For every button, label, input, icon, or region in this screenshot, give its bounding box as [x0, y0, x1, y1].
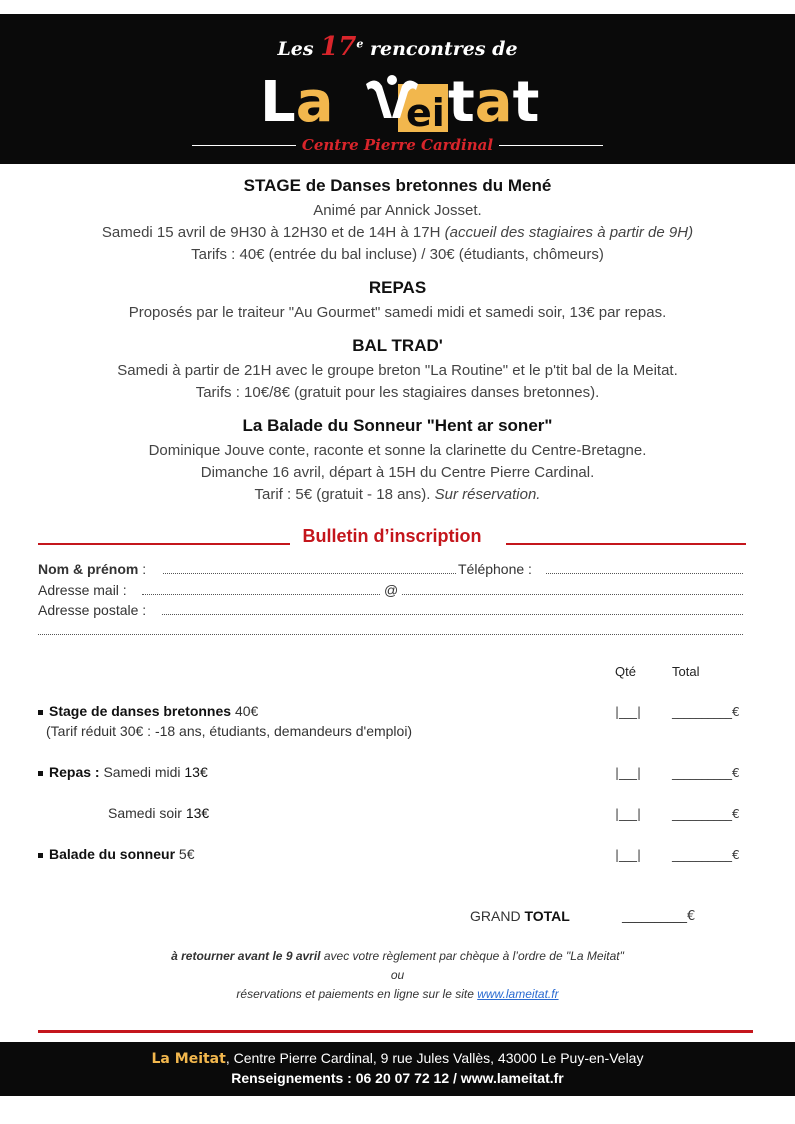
header-banner	[0, 14, 795, 164]
postal-field[interactable]	[162, 614, 743, 615]
item-balade: Balade du sonneur 5€	[38, 846, 195, 862]
divider	[38, 1030, 753, 1033]
name-label: Nom & prénom :	[38, 561, 147, 577]
bullet-icon	[38, 853, 43, 858]
repas-title: REPAS	[368, 278, 427, 297]
balade-line2: Dimanche 16 avril, départ à 15H du Centre Pierre Cardinal.	[200, 464, 595, 481]
col-header-total: Total	[672, 664, 700, 679]
header-subtitle: Centre Pierre Cardinal	[0, 136, 795, 154]
or-text: ou	[390, 968, 405, 982]
email-label: Adresse mail :	[38, 582, 127, 598]
return-note: à retourner avant le 9 avril avec votre règlement par chèque à l’ordre de "La Meitat"	[171, 949, 624, 963]
svg-text:ei: ei	[406, 91, 445, 135]
edition-number: 17	[320, 32, 357, 62]
item-repas-soir: Samedi soir 13€	[108, 805, 210, 821]
postal-label: Adresse postale :	[38, 602, 147, 618]
postal-field-line2[interactable]	[38, 634, 743, 635]
footer-logo: La Meitat	[151, 1051, 226, 1067]
balade-line3: Tarif : 5€ (gratuit - 18 ans). Sur réservation.	[254, 486, 541, 503]
total-box-repas-soir[interactable]: __________€	[672, 807, 740, 821]
email-user-field[interactable]	[142, 594, 380, 595]
stage-line2: Samedi 15 avril de 9H30 à 12H30 et de 14H à 17H (accueil des stagiaires à partir de 9H)	[101, 224, 694, 241]
bulletin-heading: Bulletin d’inscription	[38, 526, 746, 548]
item-stage: Stage de danses bretonnes 40€	[38, 703, 258, 719]
name-field[interactable]	[163, 573, 456, 574]
email-domain-field[interactable]	[402, 594, 743, 595]
qty-box-repas-soir[interactable]: |___|	[615, 807, 642, 821]
meitat-figure-logo-icon	[362, 70, 448, 136]
divider	[499, 145, 603, 146]
repas-line1: Proposés par le traiteur "Au Gourmet" samedi midi et samedi soir, 13€ par repas.	[128, 304, 667, 321]
at-sign: @	[384, 582, 399, 598]
balade-title: La Balade du Sonneur "Hent ar soner"	[242, 416, 553, 435]
footer-address: La Meitat, Centre Pierre Cardinal, 9 rue Jules Vallès, 43000 Le Puy-en-Velay	[151, 1050, 644, 1067]
total-box-stage[interactable]: __________€	[672, 705, 740, 719]
footer-contact: Renseignements : 06 20 07 72 12 / www.lameitat.fr	[231, 1070, 564, 1086]
balade-line1: Dominique Jouve conte, raconte et sonne la clarinette du Centre-Bretagne.	[148, 442, 647, 459]
phone-label: Téléphone :	[458, 561, 532, 577]
divider	[192, 145, 296, 146]
total-box-balade[interactable]: __________€	[672, 848, 740, 862]
la-meitat-logo: La ei tat	[260, 70, 540, 135]
website-link[interactable]: www.lameitat.fr	[477, 987, 559, 1001]
stage-line1: Animé par Annick Josset.	[313, 202, 482, 219]
grand-total-box[interactable]: __________€	[622, 909, 696, 924]
stage-line3: Tarifs : 40€ (entrée du bal incluse) / 30€ (étudiants, chômeurs)	[191, 246, 604, 263]
bal-line1: Samedi à partir de 21H avec le groupe breton "La Routine" et le p'tit bal de la Meitat.	[117, 362, 678, 379]
bullet-icon	[38, 771, 43, 776]
bal-line2: Tarifs : 10€/8€ (gratuit pour les stagiaires danses bretonnes).	[195, 384, 600, 401]
bullet-icon	[38, 710, 43, 715]
total-box-repas-midi[interactable]: __________€	[672, 766, 740, 780]
qty-box-stage[interactable]: |___|	[615, 705, 642, 719]
qty-box-repas-midi[interactable]: |___|	[615, 766, 642, 780]
online-note: réservations et paiements en ligne sur le site www.lameitat.fr	[236, 987, 559, 1001]
grand-total-label: GRAND TOTAL	[470, 908, 570, 924]
header-tagline: Les 17e rencontres de	[277, 32, 518, 62]
footer-banner	[0, 1042, 795, 1096]
item-repas-midi: Repas : Samedi midi 13€	[38, 764, 208, 780]
bal-title: BAL TRAD'	[352, 336, 443, 355]
stage-title: STAGE de Danses bretonnes du Mené	[243, 176, 552, 195]
col-header-qty: Qté	[615, 664, 636, 679]
item-stage-note: (Tarif réduit 30€ : -18 ans, étudiants, demandeurs d'emploi)	[46, 723, 413, 739]
qty-box-balade[interactable]: |___|	[615, 848, 642, 862]
phone-field[interactable]	[546, 573, 743, 574]
